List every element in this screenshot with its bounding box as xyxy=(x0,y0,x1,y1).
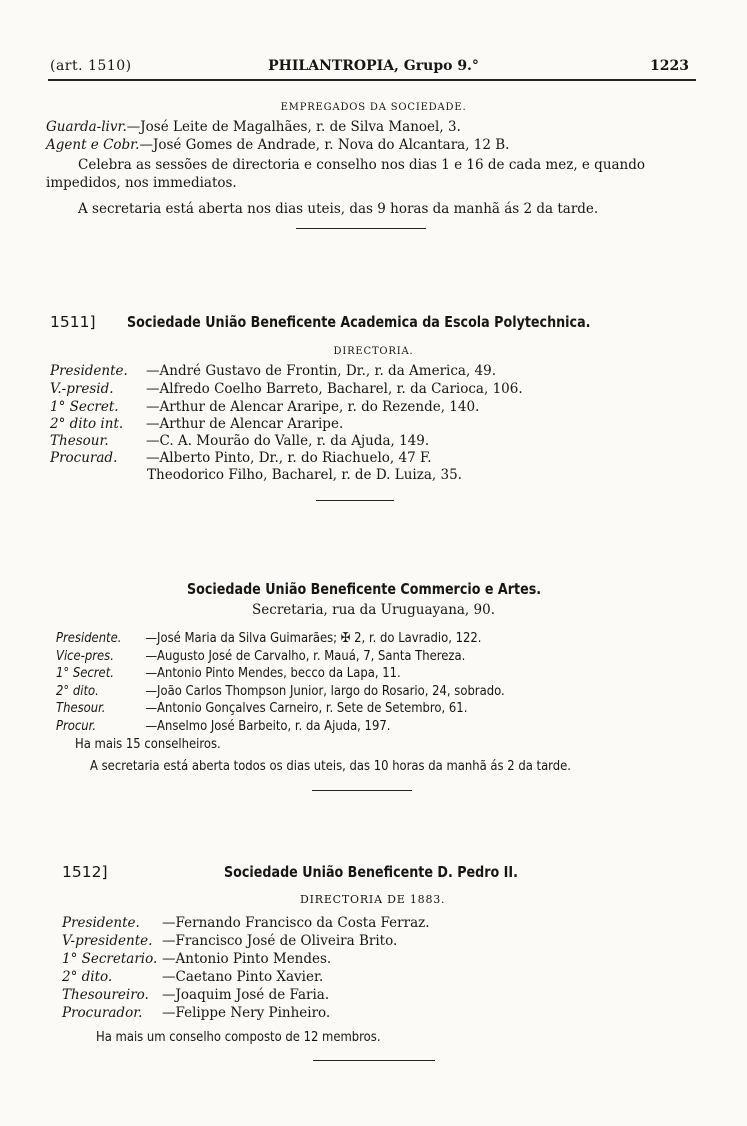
block2-row xyxy=(50,450,432,466)
row-label: Thesour. xyxy=(56,700,106,716)
row-label: Guarda-livr. xyxy=(46,119,127,135)
row-label: 1° Secret. xyxy=(56,665,114,681)
block3-row xyxy=(56,630,481,646)
row-label: V.-presid. xyxy=(50,381,114,397)
block1-paragraph-line: Celebra as sessões de directoria e conselho nos dias 1 e 16 de cada mez, e quando xyxy=(78,157,646,173)
block3-row xyxy=(56,700,467,716)
block3-row xyxy=(56,718,390,734)
header-title: PHILANTROPIA, Grupo 9.° xyxy=(268,58,479,74)
row-label: Agent e Cobr. xyxy=(46,137,140,153)
header-rule xyxy=(48,79,696,81)
row-label: 2° dito. xyxy=(62,969,113,985)
block1-paragraph-line: impedidos, nos immediatos. xyxy=(46,175,237,191)
row-label: V-presidente. xyxy=(62,933,153,949)
entry-title: Sociedade União Beneficente Academica da Escola Polytechnica. xyxy=(127,313,591,331)
row-text: —André Gustavo de Frontin, Dr., r. da America, 49. xyxy=(146,363,497,379)
block4-row xyxy=(62,987,329,1003)
row-text: —Francisco José de Oliveira Brito. xyxy=(162,933,398,949)
block1-hours: A secretaria está aberta nos dias uteis, das 9 horas da manhã ás 2 da tarde. xyxy=(78,201,599,217)
block4-extra-line: Ha mais um conselho composto de 12 membros. xyxy=(96,1029,381,1045)
row-label: Procurador. xyxy=(62,1005,143,1021)
block4-row xyxy=(62,1005,330,1021)
row-label: Presidente. xyxy=(56,630,122,646)
row-text: —C. A. Mourão do Valle, r. da Ajuda, 149. xyxy=(146,433,430,449)
separator xyxy=(316,500,394,501)
entry-number: 1511] xyxy=(50,313,96,331)
block2-row xyxy=(50,399,479,415)
block4-row xyxy=(62,951,331,967)
row-text: —José Maria da Silva Guimarães; ✠ 2, r. do Lavradio, 122. xyxy=(145,630,482,646)
row-text: —Caetano Pinto Xavier. xyxy=(162,969,324,985)
block3-row xyxy=(56,648,465,664)
row-text: —João Carlos Thompson Junior, largo do Rosario, 24, sobrado. xyxy=(145,683,505,699)
row-label: Vice-pres. xyxy=(56,648,114,664)
row-label: Procurad. xyxy=(50,450,118,466)
row-text: —Anselmo José Barbeito, r. da Ajuda, 197. xyxy=(145,718,391,734)
row-text: —Alberto Pinto, Dr., r. do Riachuelo, 47 F. xyxy=(146,450,432,466)
row-label: Thesour. xyxy=(50,433,109,449)
block2-row xyxy=(50,416,343,432)
block4-row xyxy=(62,933,397,949)
row-text: —Fernando Francisco da Costa Ferraz. xyxy=(162,915,430,931)
row-text: —Antonio Pinto Mendes. xyxy=(162,951,332,967)
entry-title: Sociedade União Beneficente Commercio e Artes. xyxy=(187,580,542,598)
header-article-ref: (art. 1510) xyxy=(50,58,132,74)
block2-subtitle: DIRECTORIA. xyxy=(333,346,414,357)
row-label: 1° Secret. xyxy=(50,399,119,415)
row-text: —Joaquim José de Faria. xyxy=(162,987,330,1003)
block3-row xyxy=(56,665,401,681)
row-text: —Augusto José de Carvalho, r. Mauá, 7, Santa Thereza. xyxy=(145,648,466,664)
block2-row xyxy=(50,381,523,397)
page-number: 1223 xyxy=(650,58,689,74)
entry-number: 1512] xyxy=(62,863,108,881)
row-label: Thesoureiro. xyxy=(62,987,149,1003)
row-label: Presidente. xyxy=(50,363,128,379)
block4-row xyxy=(62,969,323,985)
block4-subtitle: DIRECTORIA DE 1883. xyxy=(300,893,446,906)
block3-extra-line: Ha mais 15 conselheiros. xyxy=(75,736,221,752)
row-text: —Antonio Pinto Mendes, becco da Lapa, 11. xyxy=(145,665,401,681)
block1-row xyxy=(46,137,509,153)
row-label: 2° dito int. xyxy=(50,416,124,432)
row-label: Procur. xyxy=(56,718,97,734)
block2-extra-line: Theodorico Filho, Bacharel, r. de D. Luiza, 35. xyxy=(147,467,462,483)
row-text: —Alfredo Coelho Barreto, Bacharel, r. da Carioca, 106. xyxy=(146,381,523,397)
row-text: —Antonio Gonçalves Carneiro, r. Sete de Setembro, 61. xyxy=(145,700,468,716)
separator xyxy=(313,1060,435,1061)
row-label: 1° Secretario. xyxy=(62,951,158,967)
row-text: —José Leite de Magalhães, r. de Silva Manoel, 3. xyxy=(126,119,461,135)
block1-row xyxy=(46,119,461,135)
separator xyxy=(296,228,426,229)
block3-row xyxy=(56,683,505,699)
block2-row xyxy=(50,433,429,449)
entry-title: Sociedade União Beneficente D. Pedro II. xyxy=(224,863,518,881)
block4-row xyxy=(62,915,430,931)
block1-subtitle: EMPREGADOS DA SOCIEDADE. xyxy=(280,102,467,113)
block3-subtitle: Secretaria, rua da Uruguayana, 90. xyxy=(252,602,495,618)
row-label: Presidente. xyxy=(62,915,140,931)
row-text: —Arthur de Alencar Araripe, r. do Rezende, 140. xyxy=(146,399,480,415)
row-label: 2° dito. xyxy=(56,683,99,699)
block2-row xyxy=(50,363,496,379)
row-text: —Arthur de Alencar Araripe. xyxy=(146,416,344,432)
separator xyxy=(312,790,412,791)
block3-hours: A secretaria está aberta todos os dias uteis, das 10 horas da manhã ás 2 da tarde. xyxy=(90,758,571,774)
row-text: —José Gomes de Andrade, r. Nova do Alcantara, 12 B. xyxy=(139,137,510,153)
row-text: —Felippe Nery Pinheiro. xyxy=(162,1005,331,1021)
